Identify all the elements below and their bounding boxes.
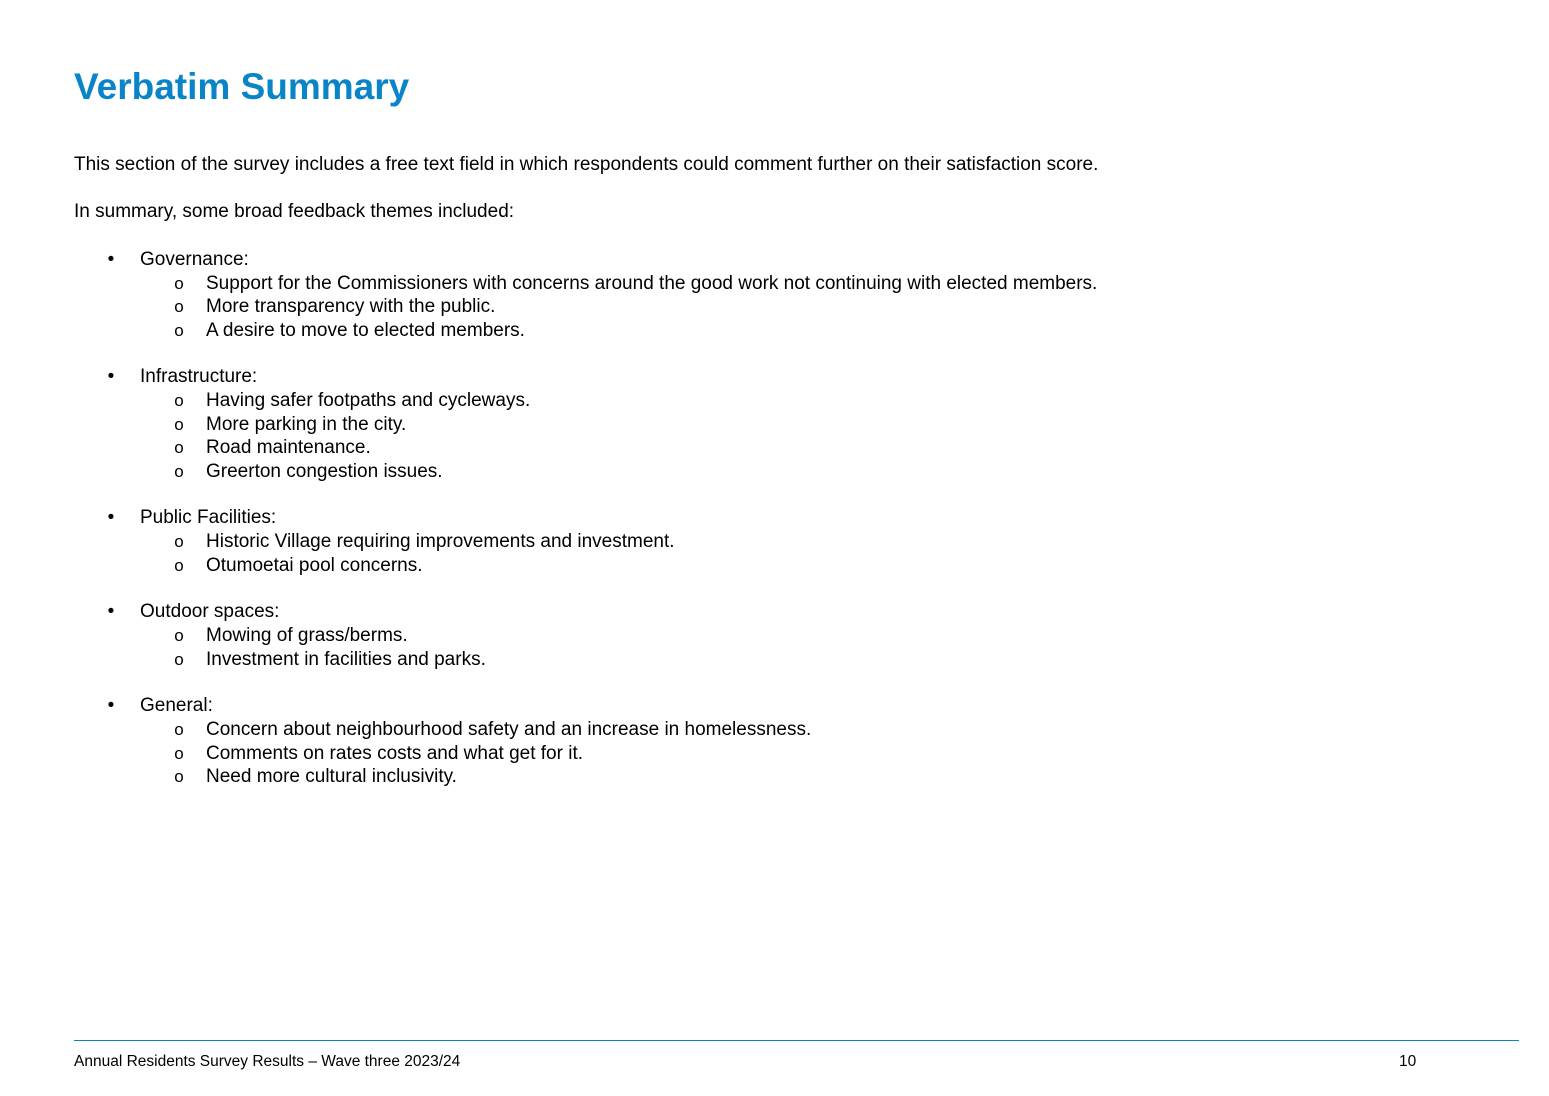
list-item <box>0 554 1549 578</box>
sub-bullet-marker: o <box>174 767 184 787</box>
bullet-marker: • <box>107 601 115 623</box>
theme-label: Outdoor spaces: <box>140 601 280 623</box>
bullet-marker: • <box>107 507 115 529</box>
list-item-text: Comments on rates costs and what get for it. <box>206 742 584 764</box>
themes-list <box>0 248 1549 812</box>
sub-bullet-marker: o <box>174 273 184 293</box>
theme-label: Public Facilities: <box>140 507 277 529</box>
list-item-text: More transparency with the public. <box>206 296 496 318</box>
sub-bullet-marker: o <box>174 414 184 434</box>
sub-bullet-marker: o <box>174 555 184 575</box>
theme-general <box>0 694 1549 788</box>
list-item <box>0 436 1549 460</box>
list-item-text: A desire to move to elected members. <box>206 319 525 341</box>
page-number: 10 <box>1399 1053 1417 1070</box>
theme-outdoor-spaces <box>0 600 1549 671</box>
list-item <box>0 389 1549 413</box>
sub-bullet-marker: o <box>174 649 184 669</box>
sub-bullet-marker: o <box>174 438 184 458</box>
list-item-text: Historic Village requiring improvements and investment. <box>206 531 675 553</box>
list-item-text: Having safer footpaths and cycleways. <box>206 390 531 412</box>
list-item <box>0 319 1549 343</box>
theme-infrastructure <box>0 365 1549 483</box>
list-item-text: More parking in the city. <box>206 413 407 435</box>
sub-bullet-marker: o <box>174 391 184 411</box>
theme-public-facilities <box>0 506 1549 577</box>
bullet-marker: • <box>107 695 115 717</box>
theme-label: Governance: <box>140 249 249 270</box>
sub-bullet-marker: o <box>174 720 184 740</box>
list-item <box>0 460 1549 484</box>
list-item-text: Concern about neighbourhood safety and an increase in homelessness. <box>206 719 812 741</box>
list-item <box>0 413 1549 437</box>
list-item <box>0 624 1549 648</box>
theme-label: Infrastructure: <box>140 366 258 388</box>
sub-bullet-marker: o <box>174 532 184 552</box>
list-item <box>0 718 1549 742</box>
sub-bullet-marker: o <box>174 743 184 763</box>
theme-governance <box>0 248 1549 342</box>
sub-bullet-marker: o <box>174 297 184 317</box>
list-item <box>0 742 1549 766</box>
list-item <box>0 295 1549 319</box>
summary-lead: In summary, some broad feedback themes included: <box>74 201 515 222</box>
list-item-text: Greerton congestion issues. <box>206 460 443 482</box>
list-item <box>0 765 1549 789</box>
footer-text: Annual Residents Survey Results – Wave three 2023/24 <box>74 1053 461 1070</box>
list-item <box>0 648 1549 672</box>
list-item-text: Support for the Commissioners with concerns around the good work not continuing with elected members. <box>206 272 1098 294</box>
intro-paragraph: This section of the survey includes a free text field in which respondents could comment further on their satisfaction score. <box>74 154 1099 175</box>
list-item-text: Investment in facilities and parks. <box>206 648 486 670</box>
sub-bullet-marker: o <box>174 461 184 481</box>
list-item <box>0 530 1549 554</box>
list-item-text: Mowing of grass/berms. <box>206 625 408 647</box>
sub-bullet-marker: o <box>174 320 184 340</box>
theme-label: General: <box>140 695 213 717</box>
page-title: Verbatim Summary <box>74 66 410 107</box>
sub-bullet-marker: o <box>174 626 184 646</box>
list-item-text: Need more cultural inclusivity. <box>206 766 457 788</box>
footer-divider <box>74 1040 1519 1041</box>
list-item <box>0 272 1549 296</box>
bullet-marker: • <box>107 249 115 270</box>
list-item-text: Otumoetai pool concerns. <box>206 554 423 576</box>
bullet-marker: • <box>107 366 115 388</box>
list-item-text: Road maintenance. <box>206 437 371 459</box>
